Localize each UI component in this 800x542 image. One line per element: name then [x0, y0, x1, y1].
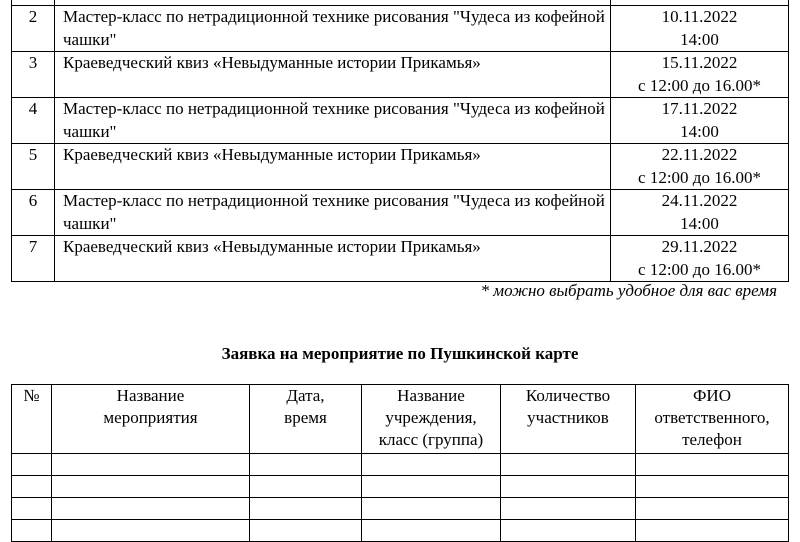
event-num: 6 — [12, 190, 55, 236]
header-inst-line1: Название — [397, 386, 465, 405]
header-num-label: № — [23, 386, 40, 405]
form-cell[interactable] — [636, 520, 789, 542]
form-cell[interactable] — [501, 520, 636, 542]
form-empty-row — [12, 476, 789, 498]
form-cell[interactable] — [12, 454, 52, 476]
header-fio-line1: ФИО — [693, 386, 731, 405]
header-event-line1: Название — [116, 386, 185, 405]
form-cell[interactable] — [362, 520, 501, 542]
event-time: 14:00 — [680, 213, 719, 233]
header-count-line1: Количество — [525, 386, 611, 405]
event-num: 5 — [12, 144, 55, 190]
header-responsible — [636, 385, 789, 454]
table-row — [12, 6, 789, 52]
form-cell[interactable] — [250, 520, 362, 542]
form-empty-row — [12, 520, 789, 542]
event-title: Мастер-класс по нетрадиционной технике рисования "Чудеса из кофейной чашки" — [55, 190, 611, 236]
header-inst-line2: учреждения, — [385, 408, 477, 427]
event-date: 17.11.2022 — [661, 99, 738, 118]
table-row — [12, 236, 789, 282]
event-title: Краеведческий квиз «Невыдуманные истории Прикамья» — [55, 52, 611, 98]
form-cell[interactable] — [501, 498, 636, 520]
application-form-table — [11, 384, 789, 542]
event-date: 10.11.2022 — [661, 7, 738, 26]
table-row — [12, 52, 789, 98]
form-cell[interactable] — [636, 454, 789, 476]
header-num — [12, 385, 52, 454]
header-count-line2: участников — [527, 408, 609, 427]
event-title: Краеведческий квиз «Невыдуманные истории Прикамья» — [55, 144, 611, 190]
form-cell[interactable] — [52, 454, 250, 476]
form-cell[interactable] — [362, 476, 501, 498]
table-row — [12, 190, 789, 236]
form-cell[interactable] — [501, 454, 636, 476]
event-date: 15.11.2022 — [661, 53, 738, 72]
event-date-cell — [611, 98, 789, 144]
event-date-cell — [611, 144, 789, 190]
form-cell[interactable] — [250, 498, 362, 520]
form-cell[interactable] — [636, 476, 789, 498]
event-num: 4 — [12, 98, 55, 144]
event-title: Мастер-класс по нетрадиционной технике рисования "Чудеса из кофейной чашки" — [55, 6, 611, 52]
event-num: 2 — [12, 6, 55, 52]
form-cell[interactable] — [12, 498, 52, 520]
header-date-line1: Дата, — [286, 386, 325, 405]
form-cell[interactable] — [362, 498, 501, 520]
header-date-line2: время — [284, 408, 327, 427]
form-cell[interactable] — [250, 476, 362, 498]
event-date-cell — [611, 236, 789, 282]
event-date: 29.11.2022 — [661, 237, 738, 256]
form-cell[interactable] — [501, 476, 636, 498]
form-title: Заявка на мероприятие по Пушкинской карте — [221, 344, 579, 363]
event-title: Краеведческий квиз «Невыдуманные истории Прикамья» — [55, 236, 611, 282]
form-empty-row — [12, 454, 789, 476]
header-event-line2: мероприятия — [103, 408, 198, 427]
header-fio-line3: телефон — [682, 430, 742, 449]
form-cell[interactable] — [12, 520, 52, 542]
form-empty-row — [12, 498, 789, 520]
event-time: 14:00 — [680, 29, 719, 49]
header-fio-line2: ответственного, — [654, 408, 770, 427]
form-cell[interactable] — [52, 498, 250, 520]
table-row — [12, 98, 789, 144]
time-footnote: * можно выбрать удобное для вас время — [480, 281, 777, 300]
event-date: 24.11.2022 — [661, 191, 738, 210]
event-date-cell — [611, 6, 789, 52]
event-title: Мастер-класс по нетрадиционной технике рисования "Чудеса из кофейной чашки" — [55, 98, 611, 144]
form-cell[interactable] — [52, 520, 250, 542]
event-date-cell — [611, 52, 789, 98]
form-cell[interactable] — [52, 476, 250, 498]
form-cell[interactable] — [12, 476, 52, 498]
event-date: 22.11.2022 — [661, 145, 738, 164]
event-num: 3 — [12, 52, 55, 98]
header-institution — [362, 385, 501, 454]
event-date-cell — [611, 190, 789, 236]
events-table — [11, 0, 789, 282]
header-inst-line3: класс (группа) — [378, 430, 484, 449]
table-row — [12, 144, 789, 190]
form-cell[interactable] — [250, 454, 362, 476]
form-cell[interactable] — [636, 498, 789, 520]
header-date-time — [250, 385, 362, 454]
form-header-row — [12, 385, 789, 454]
event-num: 7 — [12, 236, 55, 282]
event-time: с 12:00 до 16.00* — [638, 75, 761, 95]
header-event-name — [52, 385, 250, 454]
form-cell[interactable] — [362, 454, 501, 476]
header-participant-count — [501, 385, 636, 454]
event-time: с 12:00 до 16.00* — [638, 167, 761, 187]
event-time: с 12:00 до 16.00* — [638, 259, 761, 279]
event-time: 14:00 — [680, 121, 719, 141]
